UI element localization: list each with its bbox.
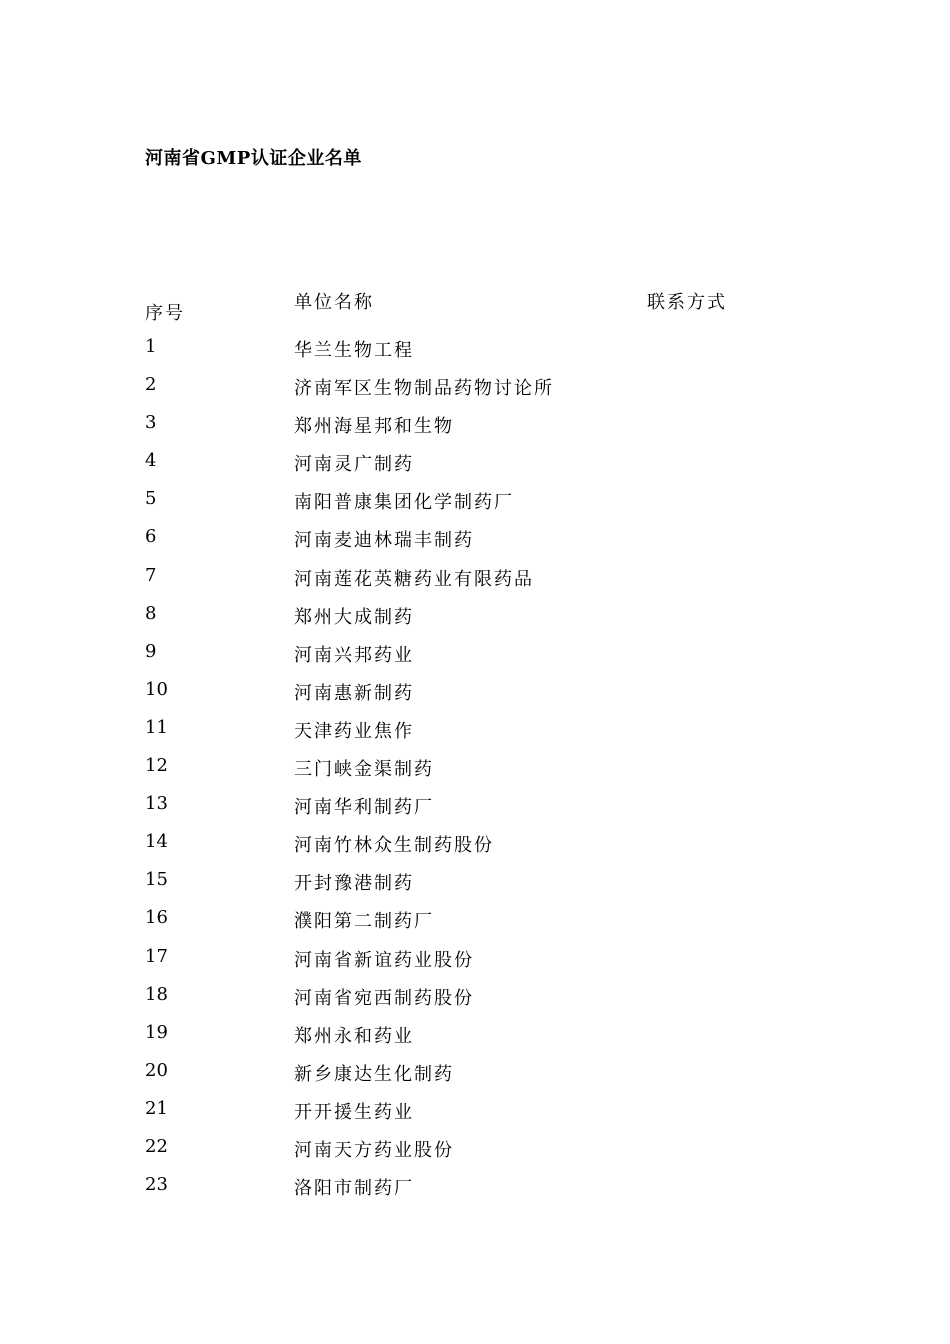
row-company-name: 河南省宛西制药股份 <box>294 987 474 1009</box>
table-row <box>0 1022 950 1060</box>
document-title: 河南省GMP认证企业名单 <box>145 148 362 169</box>
table-row <box>0 984 950 1022</box>
table-row <box>0 1098 950 1136</box>
row-seq: 6 <box>145 526 157 548</box>
row-seq: 5 <box>145 488 157 510</box>
table-row <box>0 831 950 869</box>
row-seq: 22 <box>145 1135 168 1157</box>
row-company-name: 河南莲花英糖药业有限药品 <box>294 568 534 590</box>
row-company-name: 南阳普康集团化学制药厂 <box>294 492 514 514</box>
row-company-name: 河南惠新制药 <box>294 682 414 704</box>
header-seq: 序号 <box>145 303 185 324</box>
row-seq: 12 <box>145 755 168 777</box>
company-list <box>0 336 950 1212</box>
table-row <box>0 755 950 793</box>
table-row <box>0 603 950 641</box>
table-row <box>0 946 950 984</box>
row-seq: 17 <box>145 945 168 967</box>
row-seq: 21 <box>145 1097 168 1119</box>
table-row <box>0 336 950 374</box>
row-company-name: 河南兴邦药业 <box>294 644 414 666</box>
table-row <box>0 793 950 831</box>
row-seq: 16 <box>145 907 168 929</box>
row-company-name: 开封豫港制药 <box>294 873 414 895</box>
table-row <box>0 1136 950 1174</box>
row-company-name: 三门峡金渠制药 <box>294 759 434 781</box>
table-row <box>0 450 950 488</box>
row-seq: 8 <box>145 602 157 624</box>
row-seq: 3 <box>145 412 157 434</box>
row-seq: 1 <box>145 336 157 357</box>
table-row <box>0 869 950 907</box>
row-company-name: 河南华利制药厂 <box>294 797 434 819</box>
row-company-name: 河南麦迪林瑞丰制药 <box>294 530 474 552</box>
row-company-name: 郑州永和药业 <box>294 1025 414 1047</box>
table-row <box>0 641 950 679</box>
row-company-name: 河南灵广制药 <box>294 454 414 476</box>
row-seq: 18 <box>145 983 168 1005</box>
row-seq: 23 <box>145 1174 168 1196</box>
table-row <box>0 679 950 717</box>
table-row <box>0 374 950 412</box>
table-row <box>0 412 950 450</box>
row-seq: 15 <box>145 869 168 891</box>
row-seq: 7 <box>145 564 157 586</box>
row-company-name: 新乡康达生化制药 <box>294 1063 454 1085</box>
row-seq: 20 <box>145 1059 168 1081</box>
row-company-name: 天津药业焦作 <box>294 720 414 742</box>
row-seq: 14 <box>145 831 168 853</box>
header-company-name: 单位名称 <box>294 292 374 313</box>
table-row <box>0 1060 950 1098</box>
row-seq: 4 <box>145 450 157 472</box>
row-company-name: 济南军区生物制品药物讨论所 <box>294 378 554 400</box>
row-seq: 19 <box>145 1021 168 1043</box>
row-company-name: 郑州大成制药 <box>294 606 414 628</box>
row-company-name: 河南竹林众生制药股份 <box>294 835 494 857</box>
row-company-name: 开开援生药业 <box>294 1101 414 1123</box>
row-seq: 9 <box>145 640 157 662</box>
row-company-name: 华兰生物工程 <box>294 340 414 361</box>
table-row <box>0 1174 950 1212</box>
header-contact: 联系方式 <box>647 292 727 313</box>
row-seq: 13 <box>145 793 168 815</box>
table-row <box>0 717 950 755</box>
row-seq: 2 <box>145 374 157 396</box>
row-seq: 11 <box>145 716 168 738</box>
table-row <box>0 526 950 564</box>
row-company-name: 濮阳第二制药厂 <box>294 911 434 933</box>
row-company-name: 洛阳市制药厂 <box>294 1178 414 1200</box>
table-row <box>0 907 950 945</box>
row-company-name: 河南天方药业股份 <box>294 1139 454 1161</box>
table-row <box>0 565 950 603</box>
row-seq: 10 <box>145 678 168 700</box>
row-company-name: 河南省新谊药业股份 <box>294 949 474 971</box>
row-company-name: 郑州海星邦和生物 <box>294 416 454 438</box>
table-row <box>0 488 950 526</box>
